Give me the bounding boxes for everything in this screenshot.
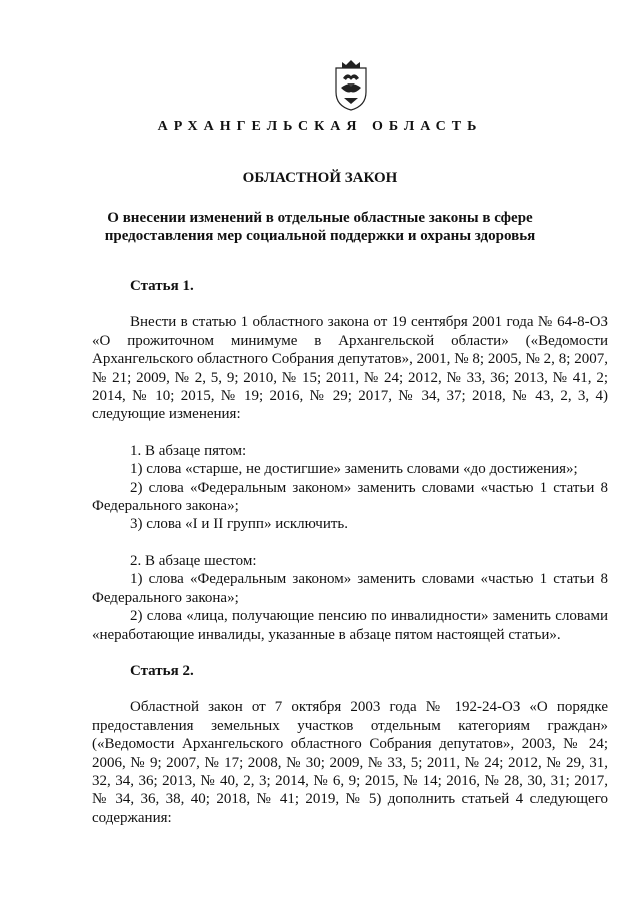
article-1-section-2-item-1: 1) слова «Федеральным законом» заменить словами «частью 1 статьи 8 Федерального закона»;	[92, 571, 608, 606]
article-1-section-1-item-2: 2) слова «Федеральным законом» заменить словами «частью 1 статьи 8 Федерального закона»;	[92, 479, 608, 515]
article-1-section-2-heading: 2. В абзаце шестом:	[130, 552, 257, 569]
article-1-intro: Внести в статью 1 областного закона от 19 сентября 2001 года № 64-8-ОЗ «О прожиточном минимуме в Архангельской области» («Ведомости Архангельского областного Собрания депутатов», 2001, № 8; 2005, № 2, 8; 2007, № 21; 2009, № 2, 5, 9; 2010, № 15; 2011, № 24; 2012, № 33, 36; 2013, № 41, 2; 2014, № 10; 2015, № 19; 2016, № 29; 2017, № 34, 37; 2018, № 43, 2, 3, 4) следующие изменения:	[92, 314, 608, 423]
document-body	[92, 277, 608, 827]
region-name: АРХАНГЕЛЬСКАЯ ОБЛАСТЬ	[157, 119, 483, 134]
article-1-section-1-item-1: 1) слова «старше, не достигшие» заменить словами «до достижения»;	[130, 461, 578, 478]
law-title: О внесении изменений в отдельные областные законы в сфере предоставления мер социальной поддержки и охраны здоровья	[104, 210, 536, 244]
law-type: ОБЛАСТНОЙ ЗАКОН	[242, 170, 398, 186]
article-1-section-1-heading: 1. В абзаце пятом:	[130, 442, 247, 459]
article-1-section-1-item-3: 3) слова «I и II групп» исключить.	[130, 516, 349, 533]
article-2-heading: Статья 2.	[130, 662, 194, 679]
article-1-heading: Статья 1.	[130, 278, 194, 294]
coat-of-arms-icon	[329, 58, 373, 112]
article-2-intro: Областной закон от 7 октября 2003 года № 192-24-ОЗ «О порядке предоставления земельных участков отдельным категориям граждан» («Ведомости Архангельского областного Собрания депутатов», 2003, № 24; 2006, № 9; 2007, № 17; 2008, № 30; 2009, № 33, 5; 2011, № 24; 2012, № 29, 31, 32, 34, 36; 2013, № 40, 2, 3; 2014, № 6, 9; 2015, № 14; 2016, № 28, 30, 31; 2017, № 34, 36, 38, 40; 2018, № 41; 2019, № 5) дополнить статьей 4 следующего содержания:	[92, 699, 608, 826]
article-1-section-2-item-2: 2) слова «лица, получающие пенсию по инвалидности» заменить словами «неработающие инвалиды, указанные в абзаце пятом настоящей статьи».	[92, 608, 608, 643]
